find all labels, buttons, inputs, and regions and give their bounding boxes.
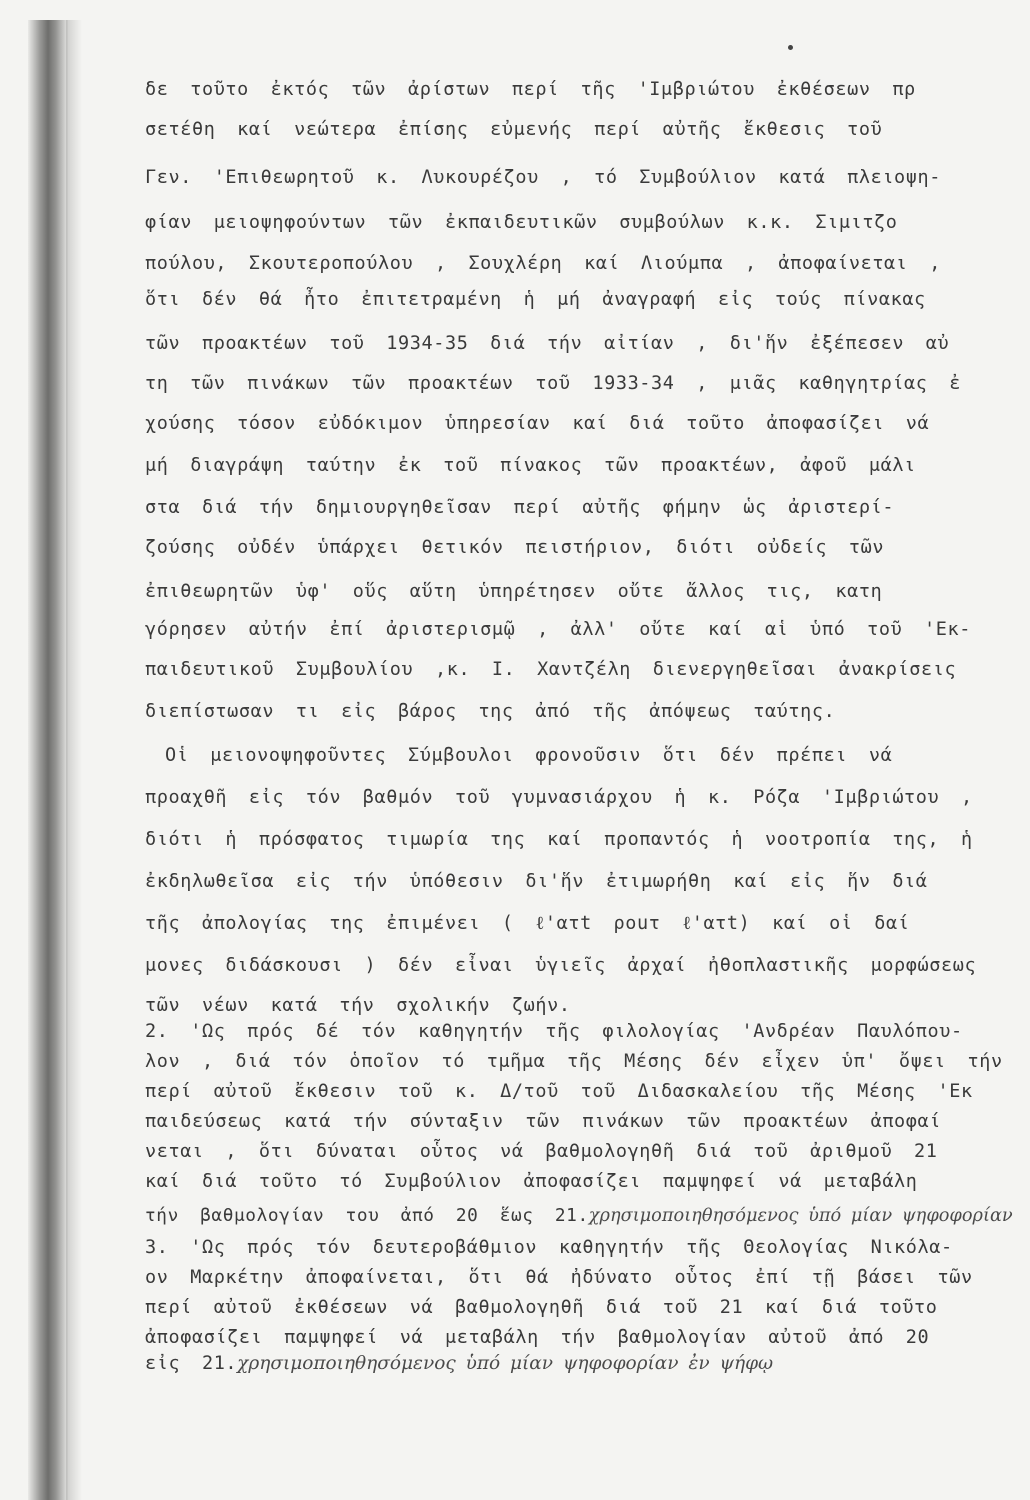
text-line: σετέθη καί νεώτερα ἐπίσης εὐμενής περί αὐτῆς ἔκθεσις τοῦ bbox=[145, 119, 883, 140]
text-line: περί αὐτοῦ ἔκθεσιν τοῦ κ. Δ/τοῦ τοῦ Διδασκαλείου τῆς Μέσης 'Εκ bbox=[145, 1081, 973, 1102]
text-line: ον Μαρκέτην ἀποφαίνεται, ὅτι θά ἠδύνατο οὗτος ἐπί τῇ βάσει τῶν bbox=[145, 1267, 973, 1288]
text-line: διότι ἡ πρόσφατος τιμωρία της καί προπαντός ἡ νοοτροπία της, ἡ bbox=[145, 829, 973, 850]
text-line: μή διαγράψη ταύτην ἐκ τοῦ πίνακος τῶν προακτέων, ἀφοῦ μάλι bbox=[145, 455, 916, 476]
text-line: λον , διά τόν ὁποῖον τό τμῆμα τῆς Μέσης δέν εἶχεν ὑπ' ὄψει τήν bbox=[145, 1051, 1003, 1072]
text-line: μονες διδάσκουσι ) δέν εἶναι ὑγιεῖς ἀρχαί ἠθοπλαστικῆς μορφώσεως bbox=[145, 955, 977, 976]
text-line: παιδευτικοῦ Συμβουλίου ,κ. Ι. Χαντζέλη διενεργηθεῖσαι ἀνακρίσεις bbox=[145, 659, 957, 680]
text-line: 2. 'Ως πρός δέ τόν καθηγητήν τῆς φιλολογίας 'Ανδρέαν Παυλόπου- bbox=[145, 1021, 963, 1042]
handwritten-annotation: χρησιμοποιηθησόμενος ὑπό μίαν ψηφοφορίαν bbox=[588, 1206, 1013, 1226]
text-line: τῶν προακτέων τοῦ 1934-35 διά τήν αἰτίαν , δι'ἥν ἐξέπεσεν αὐ bbox=[145, 333, 950, 354]
text-line: διεπίστωσαν τι εἰς βάρος της ἀπό τῆς ἀπόψεως ταύτης. bbox=[145, 701, 836, 722]
text-line: ἀποφασίζει παμψηφεί νά μεταβάλη τήν βαθμολογίαν αὐτοῦ ἀπό 20 bbox=[145, 1327, 930, 1348]
book-binding-edge bbox=[28, 20, 68, 1500]
text-line: ζούσης οὐδέν ὑπάρχει θετικόν πειστήριον, διότι οὐδείς τῶν bbox=[145, 537, 885, 558]
text-line: φίαν μειοψηφούντων τῶν ἐκπαιδευτικῶν συμβούλων κ.κ. Σιμιτζο bbox=[145, 212, 898, 233]
text-line: Οἱ μειονοψηφοῦντες Σύμβουλοι φρονοῦσιν ὅτι δέν πρέπει νά bbox=[165, 745, 893, 766]
text-line: καί διά τοῦτο τό Συμβούλιον ἀποφασίζει παμψηφεί νά μεταβάλη bbox=[145, 1171, 918, 1192]
text-line: τη τῶν πινάκων τῶν προακτέων τοῦ 1933-34 , μιᾶς καθηγητρίας ἐ bbox=[145, 373, 962, 394]
text-line: ἐκδηλωθεῖσα εἰς τήν ὑπόθεσιν δι'ἥν ἐτιμωρήθη καί εἰς ἥν διά bbox=[145, 871, 928, 892]
binding-shadow bbox=[66, 20, 82, 1500]
text-line: ὅτι δέν θά ἦτο ἐπιτετραμένη ἡ μή ἀναγραφή εἰς τούς πίνακας bbox=[145, 289, 926, 310]
text-line: τῆς ἀπολογίας της ἐπιμένει ( ℓ'ατt ροuτ ℓ'ατt) καί οἱ δαί bbox=[145, 913, 910, 934]
typewritten-page bbox=[145, 70, 1025, 1490]
ink-dot bbox=[788, 45, 793, 50]
text-line: χούσης τόσον εὐδόκιμον ὑπηρεσίαν καί διά τοῦτο ἀποφασίζει νά bbox=[145, 413, 930, 434]
text-line bbox=[145, 1204, 1013, 1228]
text-line: περί αὐτοῦ ἐκθέσεων νά βαθμολογηθῆ διά τοῦ 21 καί διά τοῦτο bbox=[145, 1297, 938, 1318]
text-line: τῶν νέων κατά τήν σχολικήν ζωήν. bbox=[145, 995, 571, 1016]
typed-text: τήν βαθμολογίαν του ἀπό 20 ἕως 21. bbox=[145, 1206, 589, 1226]
text-line bbox=[145, 1352, 773, 1376]
text-line: πούλου, Σκουτεροπούλου , Σουχλέρη καί Λιούμπα , ἀποφαίνεται , bbox=[145, 253, 942, 274]
typed-text: εἰς 21. bbox=[145, 1353, 238, 1374]
text-line: ἐπιθεωρητῶν ὑφ' οὕς αὕτη ὑπηρέτησεν οὔτε ἄλλος τις, κατη bbox=[145, 581, 883, 602]
handwritten-annotation: χρησιμοποιηθησόμενος ὑπό μίαν ψηφοφορίαν ἐν ψήφῳ bbox=[237, 1353, 774, 1374]
text-line: στα διά τήν δημιουργηθεῖσαν περί αὐτῆς φήμην ὡς ἀριστερί- bbox=[145, 497, 895, 518]
text-line: νεται , ὅτι δύναται οὗτος νά βαθμολογηθῆ διά τοῦ ἀριθμοῦ 21 bbox=[145, 1141, 938, 1162]
text-line: Γεν. 'Επιθεωρητοῦ κ. Λυκουρέζου , τό Συμβούλιον κατά πλειοψη- bbox=[145, 167, 942, 188]
text-line: γόρησεν αὐτήν ἐπί ἀριστερισμῷ , ἀλλ' οὔτε καί αἱ ὑπό τοῦ 'Εκ- bbox=[145, 619, 972, 640]
text-line: 3. 'Ως πρός τόν δευτεροβάθμιον καθηγητήν τῆς Θεολογίας Νικόλα- bbox=[145, 1237, 953, 1258]
text-line: δε τοῦτο ἐκτός τῶν ἀρίστων περί τῆς 'Ιμβριώτου ἐκθέσεων πρ bbox=[145, 79, 916, 100]
text-line: προαχθῆ εἰς τόν βαθμόν τοῦ γυμνασιάρχου ἡ κ. Ρόζα 'Ιμβριώτου , bbox=[145, 787, 973, 808]
text-line: παιδεύσεως κατά τήν σύνταξιν τῶν πινάκων τῶν προακτέων ἀποφαί bbox=[145, 1111, 942, 1132]
